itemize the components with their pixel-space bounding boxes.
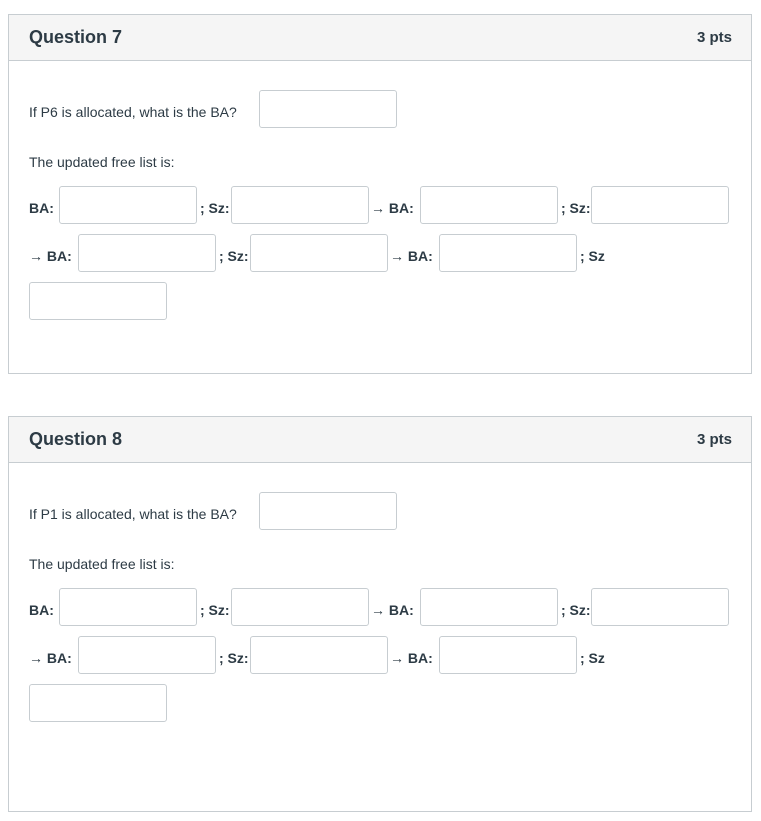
free-list-ba-2-input[interactable] xyxy=(420,186,558,224)
ba-label: BA: xyxy=(29,602,54,618)
arrow-ba-label: → BA: xyxy=(371,200,414,216)
sz-label: ; Sz: xyxy=(200,200,230,216)
free-list-ba-3-input[interactable] xyxy=(78,234,216,272)
sz-label: ; Sz: xyxy=(561,602,591,618)
arrow-ba-label: → BA: xyxy=(390,248,433,264)
free-list-ba-1-input[interactable] xyxy=(59,186,197,224)
sz-label: ; Sz xyxy=(580,248,605,264)
question-title: Question 7 xyxy=(29,27,123,47)
arrow-ba-label: → BA: xyxy=(29,248,72,264)
sz-label: ; Sz: xyxy=(219,248,249,264)
free-list-ba-4-input[interactable] xyxy=(439,636,577,674)
free-list-label: The updated free list is: xyxy=(29,154,175,170)
free-list-ba-2-input[interactable] xyxy=(420,588,558,626)
sz-label: ; Sz: xyxy=(219,650,249,666)
free-list-sz-3-input[interactable] xyxy=(250,234,388,272)
sz-label: ; Sz: xyxy=(200,602,230,618)
question-8-card xyxy=(8,416,752,812)
ba-answer-input[interactable] xyxy=(259,90,397,128)
ba-answer-input[interactable] xyxy=(259,492,397,530)
arrow-ba-label: → BA: xyxy=(371,602,414,618)
free-list-ba-1-input[interactable] xyxy=(59,588,197,626)
free-list-sz-4-input[interactable] xyxy=(29,684,167,722)
sz-label: ; Sz xyxy=(580,650,605,666)
free-list-sz-4-input[interactable] xyxy=(29,282,167,320)
arrow-ba-label: → BA: xyxy=(29,650,72,666)
free-list-label: The updated free list is: xyxy=(29,556,175,572)
free-list-sz-3-input[interactable] xyxy=(250,636,388,674)
question-header xyxy=(9,417,751,463)
question-header xyxy=(9,15,751,61)
free-list-ba-3-input[interactable] xyxy=(78,636,216,674)
question-title: Question 8 xyxy=(29,429,123,449)
ba-label: BA: xyxy=(29,200,54,216)
free-list-sz-1-input[interactable] xyxy=(231,186,369,224)
free-list-sz-2-input[interactable] xyxy=(591,588,729,626)
question-prompt: If P1 is allocated, what is the BA? xyxy=(29,506,237,522)
sz-label: ; Sz: xyxy=(561,200,591,216)
arrow-ba-label: → BA: xyxy=(390,650,433,666)
free-list-ba-4-input[interactable] xyxy=(439,234,577,272)
question-points: 3 pts xyxy=(696,29,732,46)
question-7-card xyxy=(8,14,752,374)
question-points: 3 pts xyxy=(696,431,732,448)
free-list-sz-2-input[interactable] xyxy=(591,186,729,224)
free-list-sz-1-input[interactable] xyxy=(231,588,369,626)
question-prompt: If P6 is allocated, what is the BA? xyxy=(29,104,237,120)
